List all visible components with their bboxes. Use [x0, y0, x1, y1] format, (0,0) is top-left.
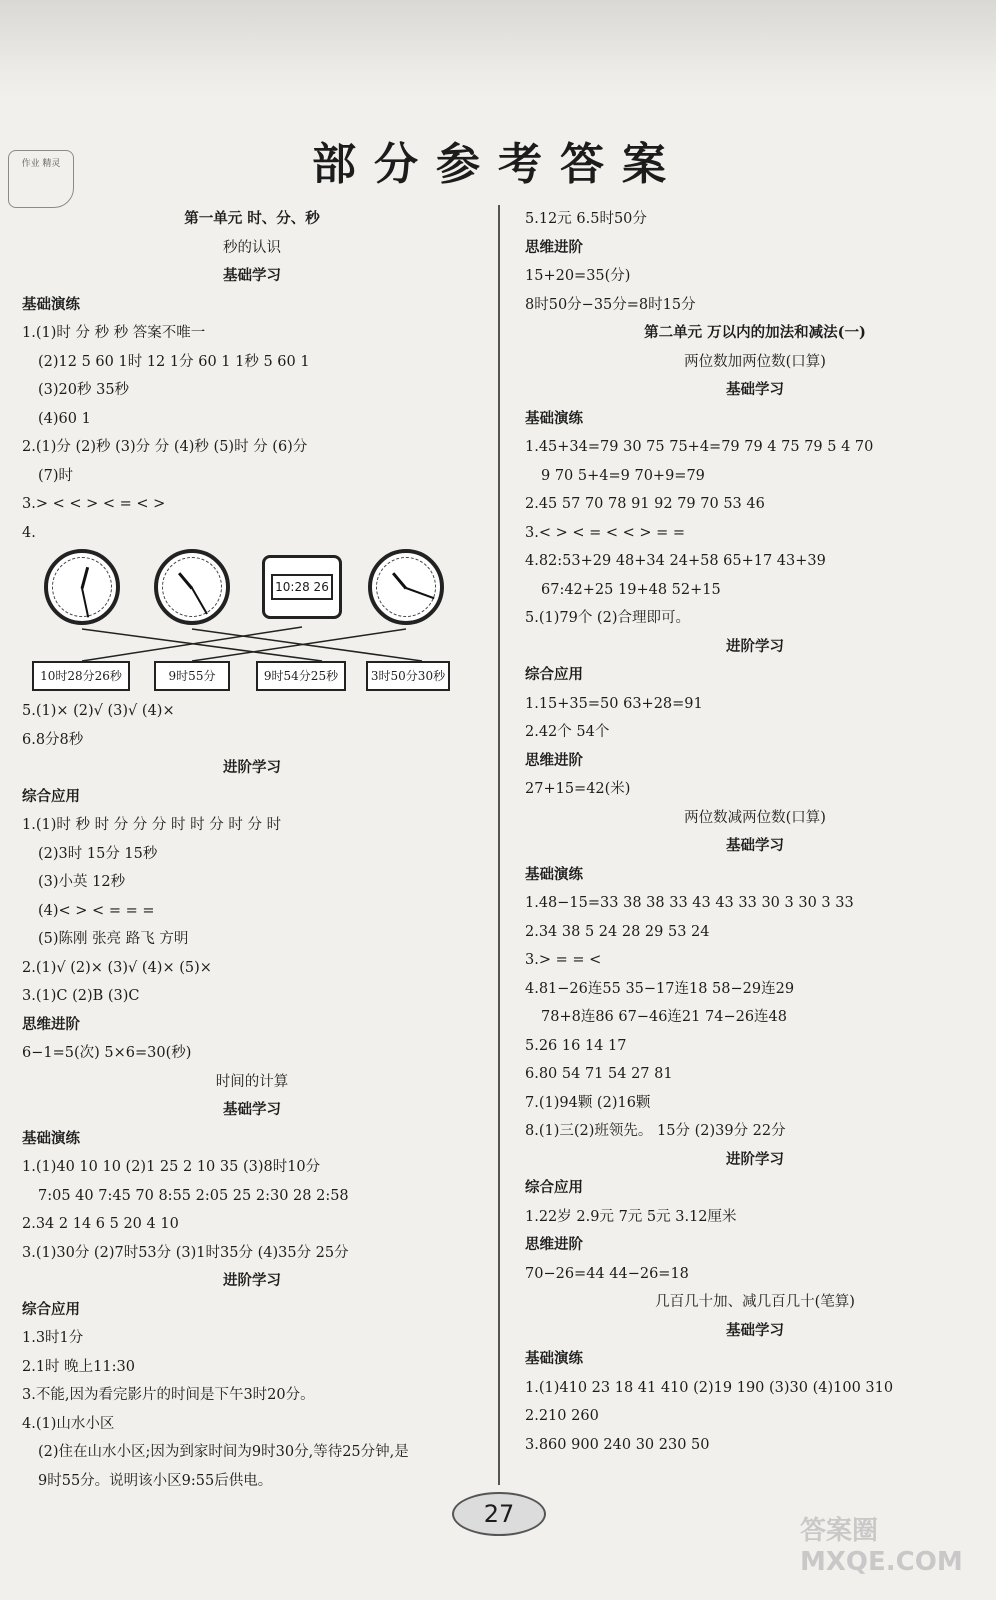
answer-line: 综合应用 [22, 1300, 80, 1318]
answer-line: (2)3时 15分 15秒 [38, 845, 158, 862]
answer-line: 3.(1)30分 (2)7时53分 (3)1时35分 (4)35分 25分 [22, 1244, 349, 1261]
answer-line: 进阶学习 [726, 1150, 784, 1168]
answer-line: 进阶学习 [223, 759, 281, 776]
answer-line: (3)20秒 35秒 [38, 382, 130, 398]
answer-line: 1.22岁 2.9元 7元 5元 3.12厘米 [525, 1208, 737, 1225]
answer-line: 9时55分。说明该小区9:55后供电。 [38, 1472, 273, 1489]
answer-line: 6.8分8秒 [22, 731, 84, 748]
answer-line: (5)陈刚 张亮 路飞 方明 [38, 931, 189, 947]
answer-line: 基础学习 [726, 837, 784, 854]
answer-line: 基础演练 [22, 295, 80, 313]
answer-line: 1.(1)时 分 秒 秒 答案不唯一 [22, 325, 206, 341]
answer-line: 1.15+35=50 63+28=91 [525, 695, 703, 712]
answer-line: 进阶学习 [726, 637, 784, 655]
answer-line: (4)< > < = = = [38, 902, 155, 919]
answer-line: 67:42+25 19+48 52+15 [541, 581, 721, 598]
answer-line: 2.(1)√ (2)× (3)√ (4)× (5)× [22, 959, 212, 976]
clock-label-3: 9时54分25秒 [256, 661, 346, 691]
answer-line: 9 70 5+4=9 70+9=79 [541, 467, 705, 484]
answer-line: 两位数加两位数(口算) [684, 353, 826, 370]
answer-line: (7)时 [38, 467, 74, 484]
answer-line: 综合应用 [525, 1179, 583, 1196]
answer-line: 15+20=35(分) [525, 268, 631, 284]
answer-line: 4.81−26连55 35−17连18 58−29连29 [525, 980, 795, 997]
answer-line: (2)12 5 60 1时 12 1分 60 1 1秒 5 60 1 [38, 353, 310, 370]
answer-line: 思维进阶 [525, 238, 583, 256]
answer-line: 1.3时1分 [22, 1330, 84, 1346]
answer-line: 8.(1)三(2)班领先。 15分 (2)39分 22分 [525, 1123, 786, 1139]
clock-label-1: 10时28分26秒 [32, 661, 130, 691]
answer-line: 78+8连86 67−46连21 74−26连48 [541, 1009, 787, 1025]
answer-line: 基础演练 [22, 1129, 80, 1147]
answer-line: 时间的计算 [215, 1073, 289, 1090]
answer-line: 第一单元 时、分、秒 [184, 210, 320, 227]
answer-line: 3.860 900 240 30 230 50 [525, 1436, 710, 1453]
clock-label-2: 9时55分 [154, 661, 230, 691]
answer-line: 4. [22, 524, 36, 541]
answer-line: 5.26 16 14 17 [525, 1037, 627, 1054]
answer-line: 5.(1)79个 (2)合理即可。 [525, 610, 690, 626]
answer-line: 基础演练 [525, 865, 583, 883]
answer-line: 1.(1)40 10 10 (2)1 25 2 10 35 (3)8时10分 [22, 1159, 321, 1175]
stamp-logo: 作业 精灵 [8, 150, 74, 208]
answer-line: 2.210 260 [525, 1408, 599, 1424]
answer-line: 几百几十加、减几百几十(笔算) [655, 1294, 855, 1310]
digital-display: 10:28 26 [271, 574, 333, 600]
left-answers-part1 [22, 205, 482, 547]
left-answers-part2 [22, 697, 482, 1495]
answer-line: 基础学习 [223, 267, 281, 284]
answer-line: 秒的认识 [223, 239, 281, 256]
answer-line: 4.(1)山水小区 [22, 1415, 115, 1432]
answer-line: 8时50分−35分=8时15分 [525, 296, 696, 313]
page-title: 部分参考答案 [312, 139, 684, 190]
answer-line: 基础演练 [525, 1350, 583, 1367]
answer-line: 6.80 54 71 54 27 81 [525, 1066, 673, 1082]
answer-line: (4)60 1 [38, 410, 91, 427]
answer-line: 3.> < < > < = < > [22, 496, 166, 512]
answer-line: 2.34 2 14 6 5 20 4 10 [22, 1216, 179, 1232]
answer-line: 基础演练 [525, 409, 583, 427]
answer-line: 2.1时 晚上11:30 [22, 1358, 135, 1375]
page-number: 27 [452, 1492, 546, 1536]
answer-line: 2.34 38 5 24 28 29 53 24 [525, 923, 710, 940]
answer-line: 综合应用 [22, 787, 80, 805]
answer-line: (3)小英 12秒 [38, 874, 126, 890]
answer-line: 2.45 57 70 78 91 92 79 70 53 46 [525, 496, 765, 512]
answer-line: 基础学习 [726, 1321, 784, 1339]
answer-line: 3.(1)C (2)B (3)C [22, 988, 140, 1004]
match-line-1 [82, 629, 322, 661]
answer-line: 3.< > < = < < > = = [525, 524, 686, 541]
column-divider [498, 205, 500, 1485]
answer-line: 5.(1)× (2)√ (3)√ (4)× [22, 703, 175, 719]
answer-line: 1.(1)时 秒 时 分 分 分 时 时 分 时 分 时 [22, 817, 282, 833]
answer-line: 1.(1)410 23 18 41 410 (2)19 190 (3)30 (4)100 310 [525, 1379, 894, 1396]
right-column [525, 205, 985, 1459]
answer-line: 1.45+34=79 30 75 75+4=79 79 4 75 79 5 4 70 [525, 439, 874, 455]
answer-line: 思维进阶 [22, 1015, 80, 1033]
right-answers [525, 205, 985, 1459]
answer-line: 7:05 40 7:45 70 8:55 2:05 25 2:30 28 2:58 [38, 1187, 349, 1204]
answer-line: 进阶学习 [223, 1272, 281, 1289]
answer-line: 2.(1)分 (2)秒 (3)分 分 (4)秒 (5)时 分 (6)分 [22, 439, 308, 455]
answer-line: 2.42个 54个 [525, 724, 610, 740]
answer-line: 1.48−15=33 38 38 33 43 43 33 30 3 30 3 33 [525, 895, 854, 911]
watermark: 答案圈 MXQE.COM [800, 1516, 963, 1577]
answer-line: 7.(1)94颗 (2)16颗 [525, 1094, 651, 1111]
answer-line: 思维进阶 [525, 751, 583, 769]
answer-line: 第二单元 万以内的加法和减法(一) [644, 324, 866, 341]
answer-line: 3.不能,因为看完影片的时间是下午3时20分。 [22, 1387, 315, 1403]
answer-line: 6−1=5(次) 5×6=30(秒) [22, 1045, 192, 1061]
match-line-3 [82, 627, 302, 661]
answer-line: 两位数减两位数(口算) [684, 809, 826, 826]
answer-line: 70−26=44 44−26=18 [525, 1265, 689, 1282]
answer-line: (2)住在山水小区;因为到家时间为9时30分,等待25分钟,是 [38, 1444, 409, 1460]
answer-line: 3.> = = < [525, 952, 602, 968]
left-column [22, 205, 482, 1495]
answer-line: 基础学习 [223, 1101, 281, 1118]
answer-line: 4.82:53+29 48+34 24+58 65+17 43+39 [525, 553, 826, 569]
answer-line: 综合应用 [525, 666, 583, 683]
clock-matching-figure [22, 547, 482, 697]
answer-line: 27+15=42(米) [525, 781, 631, 797]
clock-label-4: 3时50分30秒 [366, 661, 450, 691]
answer-line: 思维进阶 [525, 1236, 583, 1253]
answer-line: 5.12元 6.5时50分 [525, 211, 647, 227]
answer-line: 基础学习 [726, 381, 784, 398]
top-scan-band [0, 0, 996, 100]
